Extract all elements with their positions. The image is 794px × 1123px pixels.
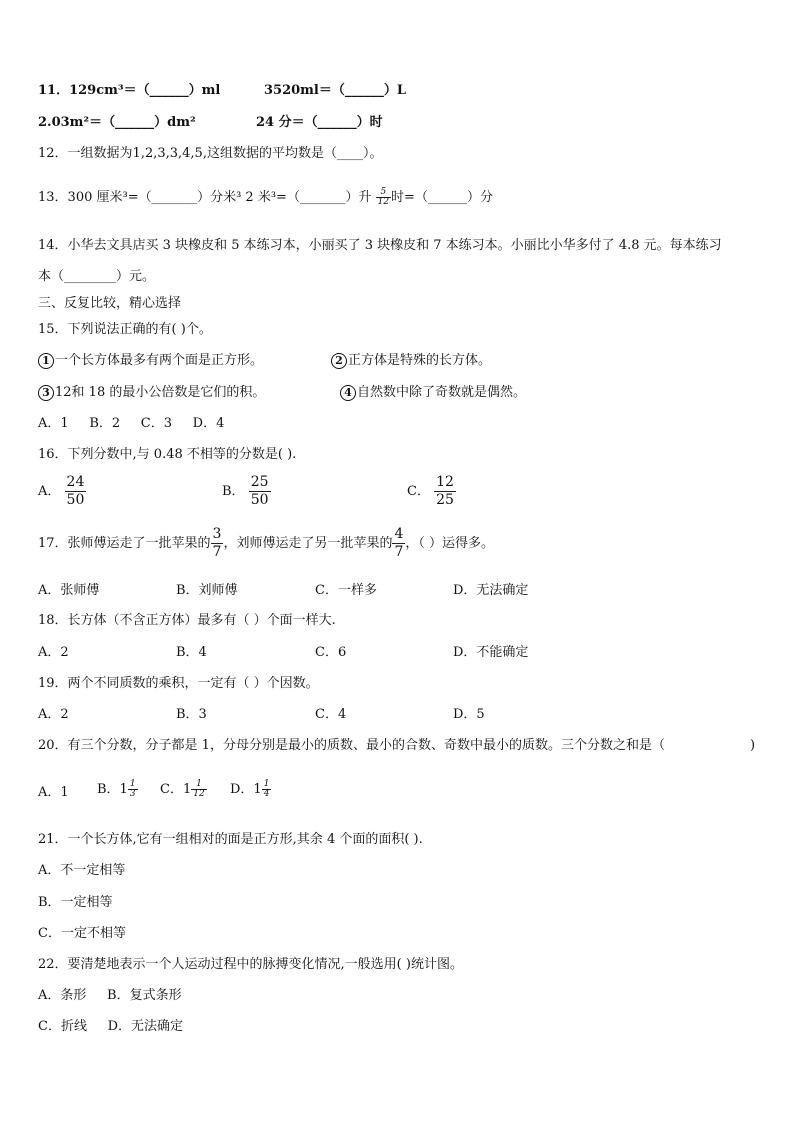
frac-den: 50: [66, 492, 85, 508]
fraction: [262, 780, 272, 799]
q16-option-c: [407, 474, 456, 509]
q21-option-b: B．一定相等: [38, 895, 113, 910]
q13-part2: 时=（______）分: [391, 190, 493, 205]
q20-option-b: [97, 780, 138, 799]
q17-option-b: B．刘师傅: [176, 583, 238, 598]
frac-den: 4: [263, 789, 270, 799]
q19-option-a: A．2: [38, 707, 69, 722]
q18-stem: 18．长方体（不含正方体）最多有（ ）个面一样大.: [38, 613, 336, 628]
frac-num: 1: [129, 779, 136, 789]
q20-option-c: [160, 780, 207, 799]
q15-s2-text: 正方体是特殊的长方体。: [348, 353, 492, 368]
fraction: [65, 474, 87, 509]
q11-line1-right: 3520ml＝（______）L: [264, 83, 407, 98]
q19-stem: 19．两个不同质数的乘积，一定有（ ）个因数。: [38, 676, 319, 691]
frac-num: 1: [196, 779, 202, 789]
q18-option-c: C．6: [315, 645, 347, 660]
frac-num: 24: [66, 474, 85, 490]
frac-num: 1: [263, 779, 270, 789]
circled-number-icon: 1: [38, 353, 54, 369]
q22-options-ab: A．条形 B．复式条形: [38, 988, 182, 1003]
circled-number-icon: 2: [331, 353, 347, 369]
fraction: [434, 474, 456, 509]
q18-option-a: A．2: [38, 645, 69, 660]
q16-b-label: B．: [222, 484, 245, 499]
q16-a-label: A．: [38, 484, 61, 499]
q20-stem: 20．有三个分数，分子都是 1，分母分别是最小的质数、最小的合数、奇数中最小的质数。三个分数之和是（: [38, 738, 665, 753]
q12-question: 12．一组数据为1,2,3,3,4,5,这组数据的平均数是（____）。: [38, 146, 383, 161]
q19-option-b: B．3: [176, 707, 207, 722]
q18-option-d: D．不能确定: [453, 645, 529, 660]
q17-stem: [38, 526, 494, 561]
frac-den: 7: [212, 544, 222, 560]
q16-option-a: [38, 474, 86, 509]
q16-option-b: [222, 474, 271, 509]
q15-statement-3: [38, 384, 265, 402]
q16-c-label: C．: [407, 484, 430, 499]
fraction: [249, 474, 271, 509]
q21-option-c: C．一定不相等: [38, 926, 126, 941]
q11-line2-left: 2.03m²＝（______）dm²: [38, 115, 196, 130]
frac-den: 50: [250, 492, 269, 508]
q15-s1-text: 一个长方体最多有两个面是正方形。: [55, 353, 264, 368]
fraction: [191, 780, 206, 799]
fraction: [392, 526, 405, 561]
q13-frac-num: 5: [380, 187, 387, 197]
q17-part2: ，刘师傅运走了另一批苹果的: [223, 536, 393, 551]
frac-den: 3: [129, 789, 136, 799]
q11-line2-right: 24 分＝（______）时: [256, 115, 383, 130]
q15-s3-text: 12和 18 的最小公倍数是它们的积。: [55, 385, 266, 400]
q15-statement-4: [340, 384, 526, 402]
q21-stem: 21．一个长方体,它有一组相对的面是正方形,其余 4 个面的面积( ).: [38, 832, 423, 847]
q15-stem: 15．下列说法正确的有( )个。: [38, 322, 212, 337]
frac-den: 7: [394, 544, 404, 560]
q17-option-d: D．无法确定: [453, 583, 529, 598]
q16-stem: 16．下列分数中,与 0.48 不相等的分数是( ).: [38, 447, 297, 462]
q17-option-c: C．一样多: [315, 583, 377, 598]
q13-part1: 13．300 厘米³=（_______）分米³ 2 米³=（_______）升: [38, 190, 372, 205]
q20-c-label: C．1: [160, 782, 192, 797]
frac-num: 3: [212, 526, 222, 542]
q17-option-a: A．张师傅: [38, 583, 100, 598]
q15-statement-1: [38, 352, 263, 370]
q19-option-d: D．5: [453, 707, 485, 722]
frac-num: 25: [250, 474, 269, 490]
fraction: [128, 780, 138, 799]
q20-option-d: [230, 780, 271, 799]
q13-frac-den: 12: [377, 197, 390, 207]
frac-num: 12: [436, 474, 454, 490]
frac-num: 4: [394, 526, 404, 542]
q15-options: A．1 B．2 C．3 D．4: [38, 416, 225, 431]
q15-statement-2: [331, 352, 491, 370]
q20-d-label: D．1: [230, 782, 262, 797]
q22-options-cd: C．折线 D．无法确定: [38, 1019, 184, 1034]
q13-question: [38, 188, 493, 207]
q14-line1: 14．小华去文具店买 3 块橡皮和 5 本练习本，小丽买了 3 块橡皮和 7 本练习本。小丽比小华多付了 4.8 元。每本练习: [38, 238, 722, 253]
circled-number-icon: 3: [38, 385, 54, 401]
fraction: [211, 526, 224, 561]
q18-option-b: B．4: [176, 645, 207, 660]
q20-option-a: A．1: [38, 785, 69, 800]
q17-part1: 17．张师傅运走了一批苹果的: [38, 536, 211, 551]
q19-option-c: C．4: [315, 707, 347, 722]
q20-b-label: B．1: [97, 782, 128, 797]
q22-stem: 22．要清楚地表示一个人运动过程中的脉搏变化情况,一般选用( )统计图。: [38, 957, 463, 972]
frac-den: 12: [193, 789, 205, 799]
section-heading: 三、反复比较，精心选择: [38, 296, 182, 311]
q20-stem-end: ): [750, 738, 756, 753]
circled-number-icon: 4: [340, 385, 356, 401]
frac-den: 25: [436, 492, 454, 508]
q14-line2: 本（________）元。: [38, 269, 156, 284]
q21-option-a: A．不一定相等: [38, 863, 126, 878]
q11-line1-left: 11．129cm³＝（______）ml: [38, 83, 221, 98]
q17-part3: ，（ ）运得多。: [405, 536, 495, 551]
q15-s4-text: 自然数中除了奇数就是偶然。: [357, 385, 527, 400]
q13-fraction: [376, 188, 391, 207]
